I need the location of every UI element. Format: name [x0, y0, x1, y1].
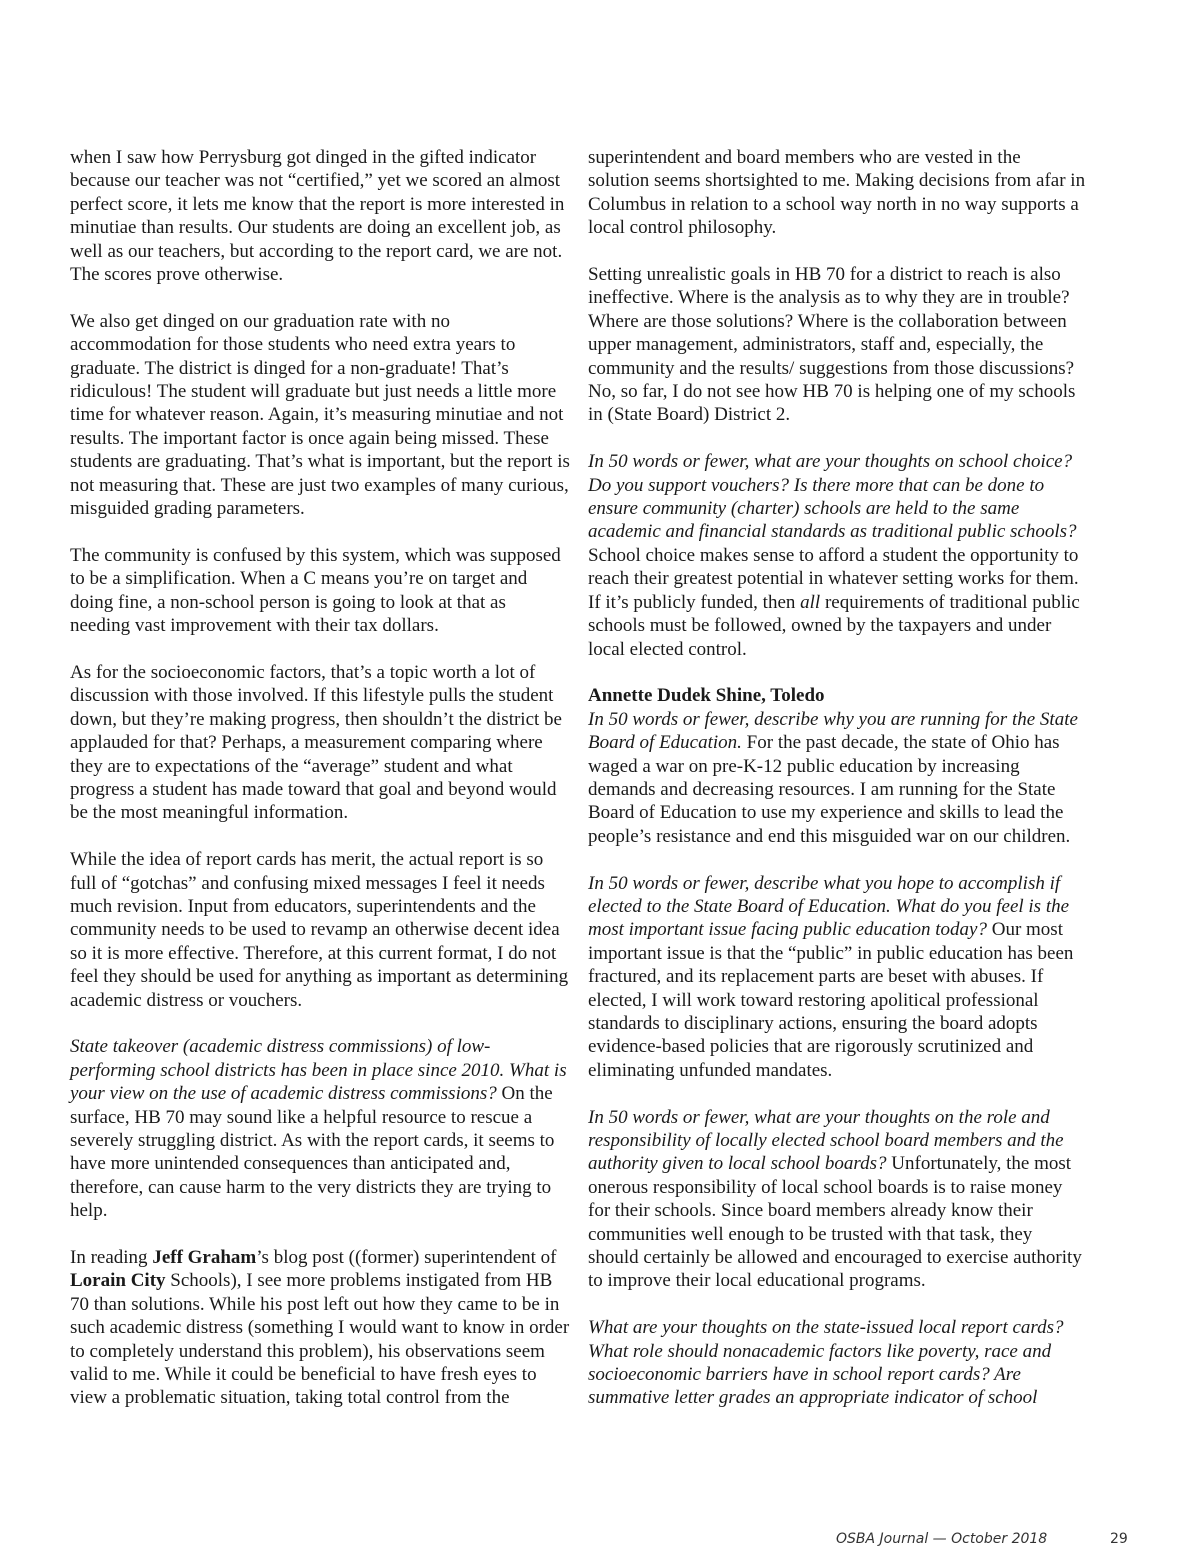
question: State takeover (academic distress commissions) of low-performing school districts has been in place since 2010. What is your view on the use of academic distress commissions? [70, 1036, 567, 1105]
right-column [588, 146, 1086, 1410]
question: In 50 words or fewer, describe why you are running for the State Board of Education. [588, 708, 1078, 754]
paragraph [70, 1246, 570, 1410]
paragraph: While the idea of report cards has merit, the actual report is so full of “gotchas” and confusing mixed messages I feel it needs much revision. Input from educators, superintendents and the community needs to be used to revamp an otherwise decent idea so it is more effective. Therefore, at this current format, I do not feel they should be used for anything as important as determining academic distress or vouchers. [70, 849, 569, 1011]
emphasis: all [800, 591, 821, 613]
question: In 50 words or fewer, describe what you hope to accomplish if elected to the State Board of Education. What do you feel is the most important issue facing public education today? [588, 872, 1070, 941]
answer: Unfortunately, the most onerous responsibility of local school boards is to raise money for their schools. Since board members already know their communities well enough to be trusted with that task, they should certainly be allowed and encouraged to exercise authority to improve their local educational programs. [588, 1153, 1082, 1292]
answer: For the past decade, the state of Ohio has waged a war on pre-K-12 public education by increasing demands and decreasing resources. I am running for the State Board of Education to use my experience and skills to lead the people’s resistance and end this misguided war on our children. [588, 732, 1071, 847]
paragraph: The community is confused by this system, which was supposed to be a simplification. When a C means you’re on target and doing fine, a non-school person is going to look at that as needing vast improvement with their tax dollars. [70, 544, 561, 637]
answer: requirements of traditional public schools must be followed, owned by the taxpayers and under local elected control. [588, 591, 1080, 660]
question: In 50 words or fewer, what are your thoughts on school choice? Do you support vouchers? Is there more that can be done to ensure community (charter) schools are held to the same academic and financial standards as traditional public schools? [588, 451, 1077, 543]
publication-label: OSBA Journal — October 2018 [836, 1531, 1048, 1547]
paragraph: Setting unrealistic goals in HB 70 for a district to reach is also ineffective. Where is the analysis as to why they are in trouble? Where are those solutions? Where is the collaboration between upper management, administrators, staff and, especially, the community and the results/ suggestions from those discussions? No, so far, I do not see how HB 70 is helping one of my schools in (State Board) District 2. [588, 264, 1076, 426]
candidate-heading: Annette Dudek Shine, Toledo [588, 685, 825, 707]
paragraph: We also get dinged on our graduation rate with no accommodation for those students who need extra years to graduate. The district is dinged for a non-graduate! That’s ridiculous! The student will graduate but just needs a little more time for whatever reason. Again, it’s measuring minutiae and not results. The important factor is once again being missed. These students are graduating. That’s what is important, but the report is not measuring that. These are just two examples of many curious, misguided grading parameters. [70, 310, 570, 520]
answer: Our most important issue is that the “public” in public education has been fractured, and its replacement parts are beset with abuses. If elected, I will work toward restoring apolitical professional standards to disciplinary actions, ensuring the board adopts evidence-based policies that are rigorously scrutinized and eliminating unfunded mandates. [588, 919, 1074, 1081]
paragraph [588, 1316, 1086, 1410]
paragraph: superintendent and board members who are vested in the solution seems shortsighted to me. Making decisions from afar in Columbus in relation to a school way north in no way supports a local control philosophy. [588, 147, 1086, 239]
paragraph: when I saw how Perrysburg got dinged in the gifted indicator because our teacher was not “certified,” yet we scored an almost perfect score, it lets me know that the report is more interested in minutiae than results. Our students are doing an excellent job, as well as our teachers, but according to the report card, we are not. The scores prove otherwise. [70, 147, 565, 286]
paragraph [588, 450, 1086, 661]
candidate-section [588, 684, 1086, 848]
text-run: ’s blog post ((former) superintendent of [256, 1247, 557, 1268]
answer: On the surface, HB 70 may sound like a helpful resource to rescue a severely struggling district. As with the report cards, it seems to have more unintended consequences than anticipated and, therefore, can cause harm to the very districts they are trying to help. [70, 1083, 555, 1222]
paragraph [70, 1035, 570, 1222]
paragraph [588, 1106, 1086, 1293]
question: In 50 words or fewer, what are your thoughts on the role and responsibility of locally elected school board members and the authority given to local school boards? [588, 1106, 1064, 1175]
answer: School choice makes sense to afford a student the opportunity to reach their greatest potential in whatever setting works for them. If it’s publicly funded, then [588, 544, 1079, 613]
question: What are your thoughts on the state-issued local report cards? What role should nonacademic factors like poverty, race and socioeconomic barriers have in school report cards? Are summative letter grades an appropriate indicator of school [588, 1317, 1064, 1409]
left-column [70, 146, 570, 1410]
page-number: 29 [1110, 1531, 1128, 1547]
paragraph [588, 872, 1086, 1083]
district-bold: Lorain City [70, 1270, 166, 1292]
text-run: In reading [70, 1247, 153, 1268]
text-run: Schools), I see more problems instigated from HB 70 than solutions. While his post left out how they came to be in such academic distress (something I would want to know in order to completely understand this problem), his observations seem valid to me. While it could be beneficial to have fresh eyes to view a problematic situation, taking total control from the [70, 1270, 570, 1409]
name-bold: Jeff Graham [152, 1247, 257, 1268]
paragraph: As for the socioeconomic factors, that’s a topic worth a lot of discussion with those involved. If this lifestyle pulls the student down, but they’re making progress, then shouldn’t the district be applauded for that? Perhaps, a measurement comparing where they are to expectations of the “average” student and what progress a student has made toward that goal and beyond would be the most meaningful information. [70, 661, 562, 824]
